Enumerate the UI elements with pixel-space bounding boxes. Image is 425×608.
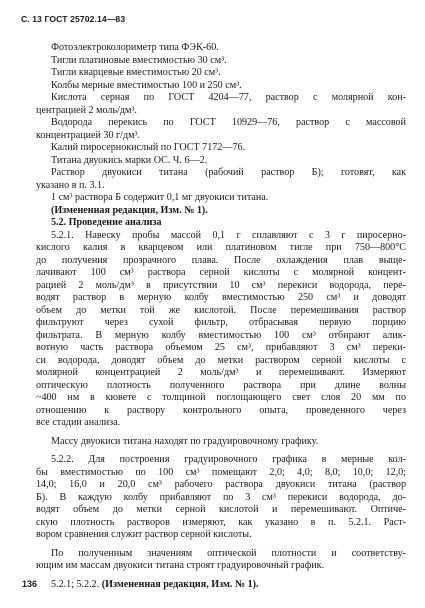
text-line: 5.2.1; 5.2.2. (Измененная редакция, Изм. № 1). [51, 578, 259, 590]
text-line: концентрацией 30 г/дм³. [36, 129, 141, 141]
text-line: Тигли кварцевые вместимостью 20 см³. [51, 67, 221, 78]
text-line: ~400 нм в кювете с толщиной поглощающего свет слоя 20 мм по [36, 392, 406, 403]
text-line: Колбы мерные вместимостью 100 и 250 см³. [51, 79, 242, 91]
page-header: С. 13 ГОСТ 25702.14—83 [21, 14, 126, 24]
page-number: 136 [22, 579, 38, 589]
text-line: ющим им массам двуокиси титана строят градуировочный график. [36, 560, 325, 571]
text-line: (Измененная редакция, Изм. № 1). [51, 204, 208, 216]
text-line: отношению к раствору контрольного опыта, проведенного через [36, 404, 406, 416]
text-line: вотную часть раствора объемом 25 см³, прибавляют 3 см³ переки- [36, 342, 406, 353]
text-line: объем до метки той же кислотой. После перемешивания раствор [36, 304, 406, 316]
text-line: 14,0; 16,0 и 20,0 см³ рабочего раствора двуокиси титана (раствор [36, 479, 406, 490]
text-line: Титана двуокись марки ОС. Ч. 6—2. [51, 154, 208, 166]
text-line: рацией 2 моль/дм³ в присутствии 10 см³ перекиси водорода, пере- [36, 279, 406, 291]
text-line: вором сравнения служит раствор серной кислоты. [36, 529, 252, 540]
text-line: Б). В каждую колбу прибавляют по 3 см³ перекиси водорода, до- [36, 491, 406, 503]
text-line: все стадии анализа. [36, 417, 121, 428]
text-line: Кислота серная по ГОСТ 4204—77, раствор с молярной кон- [51, 92, 406, 103]
text-line: водят раствор в мерную колбу вместимостью 250 см³ и доводят [36, 292, 406, 303]
text-line: 5.2. Проведение анализа [51, 217, 162, 228]
text-line: Водорода перекись по ГОСТ 10929—76, раствор с массовой [51, 117, 406, 128]
text-line: бы вместимостью по 100 см³ помещают 2,0; 4,0; 8,0; 10,0; 12,0; [36, 466, 406, 478]
text-line: Тигли платиновые вместимостью 30 см³. [51, 54, 227, 66]
text-line: 5.2.1. Навеску пробы массой 0,1 г сплавляют с 3 г пиросерно- [51, 229, 406, 241]
text-line: кислого калия в кварцевом или платиновом тигле при 750—800°С [36, 242, 406, 253]
text-line: фильтрата. В мерную колбу вместимостью 100 см³ отбирают алик- [36, 329, 406, 341]
text-line: По полученным значениям оптической плотности и соответству- [51, 547, 406, 559]
text-line: скую плотность растворов измеряют, как указано в п. 5.2.1. Раст- [36, 516, 406, 528]
text-line: 1 см³ раствора Б содержит 0,1 мг двуокиси титана. [51, 192, 269, 203]
text-line: оптическую плотность полученного раствора при длине волны [36, 379, 406, 391]
text-line: указано в п. 3.1. [36, 179, 105, 191]
text-line: молярной концентрацией 2 моль/дм³ и перемешивают. Измеряют [36, 367, 406, 378]
text-line: водят объем до метки серной кислотой и перемешивают. Оптиче- [36, 504, 406, 515]
text-line: Фотоэлектроколориметр типа ФЭК-60. [51, 42, 219, 53]
document-body [36, 42, 406, 591]
text-line: до получения прозрачного плава. После охлаждения плав выще- [36, 254, 406, 266]
text-line: Раствор двуокиси титана (рабочий раствор Б); готовят, как [51, 167, 406, 178]
text-line: Калий пиросернокислый по ГОСТ 7172—76. [51, 142, 246, 153]
text-line: си водорода, доводят объем до метки раствором серной кислоты с [36, 354, 406, 366]
text-line: центрацией 2 моль/дм³. [36, 104, 137, 116]
text-line: Массу двуокиси титана находят по градуировочному графику. [51, 435, 319, 447]
text-line: фильтруют через сухой фильтр, отбрасывая первую порцию [36, 317, 406, 328]
text-line: 5.2.2. Для построения градуировочного графика в мерные кол- [51, 454, 406, 465]
text-line: лачивают 100 см³ раствора серной кислоты с молярной концент- [36, 267, 406, 278]
